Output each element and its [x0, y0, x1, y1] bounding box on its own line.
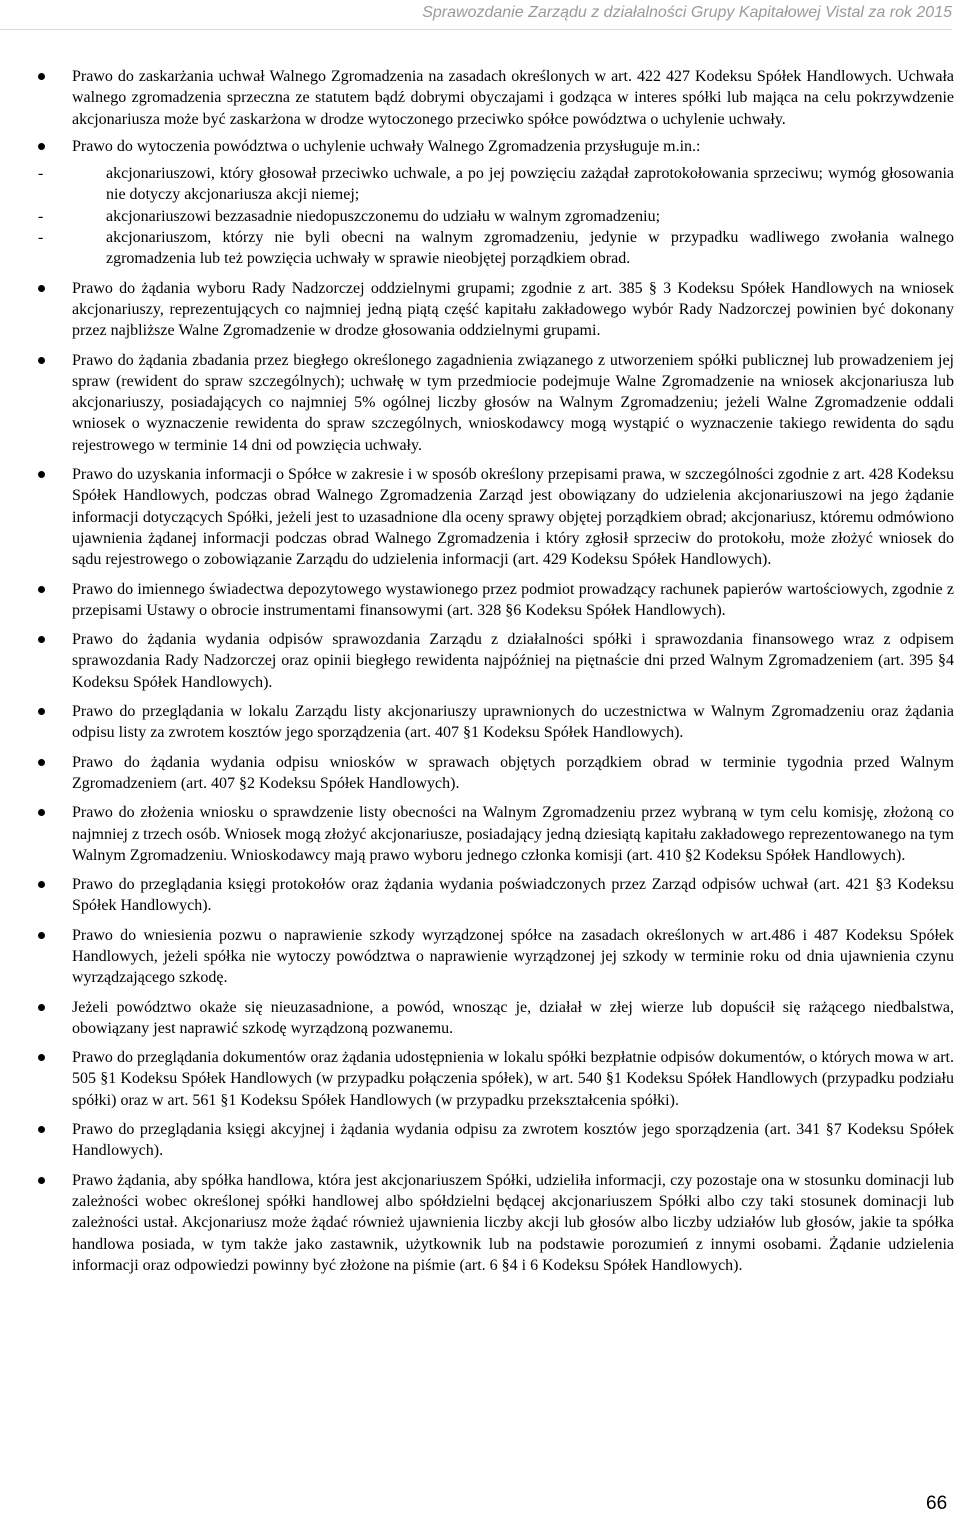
- list-item-text: Prawo do imiennego świadectwa depozytowego wystawionego przez podmiot prowadzący rachunek papierów wartościowych, zgodnie z przepisami Ustawy o obrocie instrumentami finansowymi (art. 328 §6 Kodeksu Spółek Handlowych).: [72, 580, 954, 619]
- list-item-text: Prawo do wytoczenia powództwa o uchylenie uchwały Walnego Zgromadzenia przysługuje m.in.:: [72, 137, 701, 155]
- list-item-text: Prawo do przeglądania księgi akcyjnej i żądania wydania odpisu za zwrotem kosztów jego sporządzenia (art. 341 §7 Kodeksu Spółek Handlowych).: [72, 1121, 954, 1160]
- list-item: [38, 136, 954, 270]
- list-item: [38, 1047, 954, 1111]
- list-item: [38, 629, 954, 693]
- list-item: [38, 1170, 954, 1276]
- list-item: [38, 752, 954, 795]
- list-item-text: Prawo do żądania wydania odpisu wniosków w sprawach objętych porządkiem obrad w terminie tygodnia przed Walnym Zgromadzeniem (art. 407 §2 Kodeksu Spółek Handlowych).: [72, 753, 954, 792]
- list-item-text: Prawo do przeglądania księgi protokołów oraz żądania wydania poświadczonych przez Zarząd odpisów uchwał (art. 421 §3 Kodeksu Spółek Handlowych).: [72, 876, 954, 915]
- list-item-text: Prawo do zaskarżania uchwał Walnego Zgromadzenia na zasadach określonych w art. 422 427 Kodeksu Spółek Handlowych. Uchwała walnego zgromadzenia sprzeczna ze statutem bądź dobrymi obyczajami i godząca w interes spółki lub mająca na celu pokrzywdzenie akcjonariusza może być zaskarżona w drodze wytoczonego przeciwko spółce powództwa o uchylenie uchwały.: [72, 68, 954, 128]
- sub-list-item-text: akcjonariuszowi bezzasadnie niedopuszczonemu do udziału w walnym zgromadzeniu;: [106, 207, 661, 225]
- list-item-text: Prawo do żądania wydania odpisów sprawozdania Zarządu z działalności spółki i sprawozdania finansowego wraz z odpisem sprawozdania Rady Nadzorczej oraz opinii biegłego rewidenta najpóźniej na piętnaście dni przed Walnym Zgromadzeniem (art. 395 §4 Kodeksu Spółek Handlowych).: [72, 631, 954, 691]
- list-item: [38, 701, 954, 744]
- document-body: [38, 66, 954, 1284]
- list-item: [38, 802, 954, 866]
- list-item: [38, 350, 954, 456]
- list-item: [38, 278, 954, 342]
- list-item: [38, 464, 954, 570]
- sub-list-item: [38, 227, 954, 270]
- list-item: [38, 1119, 954, 1162]
- list-item-text: Prawo do wniesienia pozwu o naprawienie szkody wyrządzonej spółce na zasadach określonych w art.486 i 487 Kodeksu Spółek Handlowych, jeżeli spółka nie wytoczy powództwa o naprawienie wyrządzonej jej szkody w terminie roku od dnia ujawnienia czynu wyrządzającego szkodę.: [72, 926, 954, 987]
- list-item-text: Prawo do żądania zbadania przez biegłego określonego zagadnienia związanego z utworzeniem spółki publicznej lub prowadzeniem jej spraw (rewident do spraw szczególnych); uchwałę w tym przedmiocie podejmuje Walne Zgromadzenie na wniosek akcjonariusza lub akcjonariuszy, posiadających co najmniej 5% ogólnej liczby głosów na Walnym Zgromadzeniu; jeżeli Walne Zgromadzenie oddali wniosek o wyznaczenie rewidenta do spraw szczególnych, wnioskodawcy mogą wystąpić o wyznaczenie takiego rewidenta do sądu rejestrowego w terminie 14 dni od powzięcia uchwały.: [72, 351, 954, 454]
- sub-list-item-text: akcjonariuszom, którzy nie byli obecni na walnym zgromadzeniu, jedynie w przypadku wadliwego zwołania walnego zgromadzenia lub też powzięcia uchwały w sprawie nieobjętej porządkiem obrad.: [106, 229, 954, 268]
- page-number: 66: [926, 1493, 948, 1514]
- sub-list-item-text: akcjonariuszowi, który głosował przeciwko uchwale, a po jej powzięciu zażądał zaprotokołowania sprzeciwu; wymóg głosowania nie dotyczy akcjonariusza akcji niemej;: [106, 165, 954, 204]
- list-item-text: Prawo do złożenia wniosku o sprawdzenie listy obecności na Walnym Zgromadzeniu przez wybraną w tym celu komisję, złożoną co najmniej z trzech osób. Wniosek mogą złożyć akcjonariusze, posiadający jedną dziesiątą kapitału zakładowego reprezentowanego na tym Walnym Zgromadzeniu. Wnioskodawcy mają prawo wyboru jednego członka komisji (art. 410 §2 Kodeksu Spółek Handlowych).: [72, 804, 954, 864]
- list-item: [38, 579, 954, 622]
- sub-list-item: [38, 206, 954, 227]
- list-item-text: Prawo do uzyskania informacji o Spółce w zakresie i w sposób określony przepisami prawa, w szczególności zgodnie z art. 428 Kodeksu Spółek Handlowych, podczas obrad Walnego Zgromadzenia Zarząd jest obowiązany do udzielenia akcjonariuszowi na jego żądanie informacji dotyczących Spółki, jeżeli jest to uzasadnione dla oceny sprawy objętej porządkiem obrad; akcjonariusz, któremu odmówiono ujawnienia żądanej informacji podczas obrad Walnego Zgromadzenia i który zgłosił sprzeciw do protokołu, może złożyć wniosek do sądu rejestrowego o zobowiązanie Zarządu do udzielenia informacji (art. 429 Kodeksu Spółek Handlowych).: [72, 466, 954, 569]
- list-item-text: Prawo żądania, aby spółka handlowa, która jest akcjonariuszem Spółki, udzieliła informacji, czy pozostaje ona w stosunku dominacji lub zależności wobec określonej spółki handlowej albo spółdzielni będącej akcjonariuszem Spółki albo czy taki stosunek dominacji lub zależności ustał. Akcjonariusz może żądać również ujawnienia liczby akcji lub głosów albo liczby udziałów lub głosów, jakie ta spółka handlowa posiada, w tym także jako zastawnik, użytkownik lub na podstawie porozumień z innymi osobami. Żądanie udzielenia informacji oraz odpowiedzi powinny być złożone na piśmie (art. 6 §4 i 6 Kodeksu Spółek Handlowych).: [72, 1171, 954, 1274]
- list-item: [38, 925, 954, 989]
- header-divider: [0, 29, 952, 30]
- sub-list: [38, 163, 954, 269]
- list-item-text: Prawo do przeglądania w lokalu Zarządu listy akcjonariuszy uprawnionych do uczestnictwa w Walnym Zgromadzeniu oraz żądania odpisu listy za zwrotem kosztów jego sporządzenia (art. 407 §1 Kodeksu Spółek Handlowych).: [72, 703, 954, 742]
- list-item: [38, 997, 954, 1040]
- list-item-text: Prawo do żądania wyboru Rady Nadzorczej oddzielnymi grupami; zgodnie z art. 385 § 3 Kodeksu Spółek Handlowych na wniosek akcjonariuszy, reprezentujących co najmniej jedną piątą część kapitału zakładowego wybór Rady Nadzorczej powinien być dokonany przez najbliższe Walne Zgromadzenie w drodze głosowania oddzielnymi grupami.: [72, 279, 954, 340]
- rights-list: [38, 66, 954, 1276]
- list-item: [38, 874, 954, 917]
- list-item: [38, 66, 954, 130]
- list-item-text: Jeżeli powództwo okaże się nieuzasadnione, a powód, wnosząc je, działał w złej wierze lub dopuścił się rażącego niedbalstwa, obowiązany jest naprawić szkodę wyrządzoną pozwanemu.: [72, 998, 954, 1037]
- running-header: Sprawozdanie Zarządu z działalności Grupy Kapitałowej Vistal za rok 2015: [422, 4, 952, 21]
- list-item-text: Prawo do przeglądania dokumentów oraz żądania udostępnienia w lokalu spółki bezpłatnie odpisów dokumentów, o których mowa w art. 505 §1 Kodeksu Spółek Handlowych (w przypadku połączenia spółek), w art. 540 §1 Kodeksu Spółek Handlowych (przypadku podziału spółki) oraz w art. 561 §1 Kodeksu Spółek Handlowych (w przypadku przekształcenia spółki).: [72, 1049, 954, 1109]
- sub-list-item: [38, 163, 954, 206]
